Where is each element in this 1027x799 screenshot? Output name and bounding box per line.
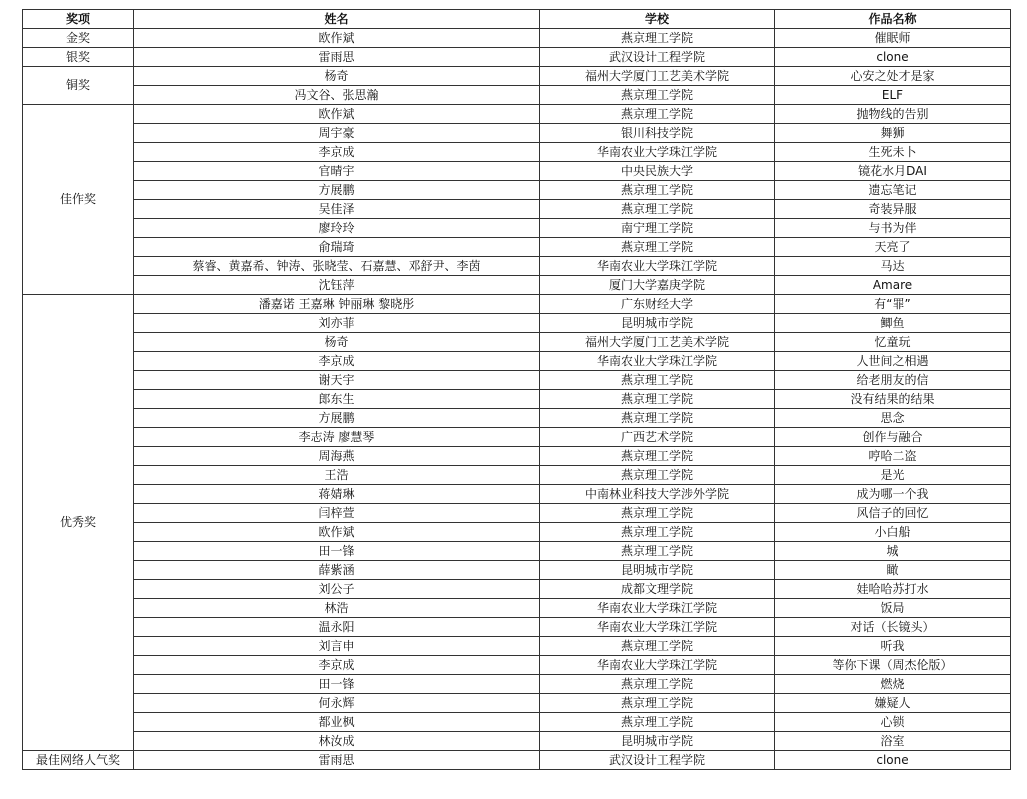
winner-name-cell: 蔡睿、黄嘉希、钟涛、张晓莹、石嘉慧、邓舒尹、李茵 [134,257,540,276]
table-row [23,504,1011,523]
work-title-cell: 风信子的回忆 [775,504,1011,523]
work-title-cell: 与书为伴 [775,219,1011,238]
school-cell: 燕京理工学院 [540,637,775,656]
winner-name-cell: 俞瑞琦 [134,238,540,257]
work-title-cell: 奇装异服 [775,200,1011,219]
table-row [23,181,1011,200]
winner-name-cell: 郎东生 [134,390,540,409]
school-cell: 燕京理工学院 [540,86,775,105]
table-row [23,29,1011,48]
table-row [23,48,1011,67]
winner-name-cell: 杨奇 [134,333,540,352]
school-cell: 昆明城市学院 [540,732,775,751]
header-award: 奖项 [23,10,134,29]
work-title-cell: 嫌疑人 [775,694,1011,713]
award-category-cell: 佳作奖 [23,105,134,295]
school-cell: 广西艺术学院 [540,428,775,447]
winner-name-cell: 薛紫涵 [134,561,540,580]
school-cell: 华南农业大学珠江学院 [540,656,775,675]
winner-name-cell: 谢天宇 [134,371,540,390]
table-row [23,238,1011,257]
table-row [23,523,1011,542]
school-cell: 燕京理工学院 [540,504,775,523]
table-row [23,257,1011,276]
header-school: 学校 [540,10,775,29]
table-row [23,276,1011,295]
work-title-cell: 思念 [775,409,1011,428]
school-cell: 武汉设计工程学院 [540,48,775,67]
awards-table [22,9,1011,770]
winner-name-cell: 雷雨思 [134,751,540,770]
work-title-cell: 生死未卜 [775,143,1011,162]
school-cell: 福州大学厦门工艺美术学院 [540,67,775,86]
table-row [23,694,1011,713]
winner-name-cell: 周海燕 [134,447,540,466]
table-row [23,219,1011,238]
work-title-cell: 天亮了 [775,238,1011,257]
winner-name-cell: 温永阳 [134,618,540,637]
school-cell: 福州大学厦门工艺美术学院 [540,333,775,352]
table-row [23,86,1011,105]
work-title-cell: 有“罪” [775,295,1011,314]
table-row [23,428,1011,447]
school-cell: 华南农业大学珠江学院 [540,618,775,637]
work-title-cell: 听我 [775,637,1011,656]
school-cell: 燕京理工学院 [540,105,775,124]
winner-name-cell: 李京成 [134,656,540,675]
winner-name-cell: 沈钰萍 [134,276,540,295]
work-title-cell: 是光 [775,466,1011,485]
winner-name-cell: 方展鹏 [134,181,540,200]
table-row [23,618,1011,637]
work-title-cell: 没有结果的结果 [775,390,1011,409]
work-title-cell: Amare [775,276,1011,295]
work-title-cell: 饭局 [775,599,1011,618]
work-title-cell: 等你下课（周杰伦版） [775,656,1011,675]
school-cell: 燕京理工学院 [540,466,775,485]
winner-name-cell: 何永辉 [134,694,540,713]
work-title-cell: 燃烧 [775,675,1011,694]
school-cell: 中南林业科技大学涉外学院 [540,485,775,504]
work-title-cell: 浴室 [775,732,1011,751]
winner-name-cell: 闫梓萱 [134,504,540,523]
winner-name-cell: 方展鹏 [134,409,540,428]
table-row [23,732,1011,751]
table-row [23,333,1011,352]
work-title-cell: ELF [775,86,1011,105]
table-row [23,675,1011,694]
school-cell: 昆明城市学院 [540,561,775,580]
winner-name-cell: 李京成 [134,143,540,162]
winner-name-cell: 刘亦菲 [134,314,540,333]
work-title-cell: 对话（长镜头） [775,618,1011,637]
table-row [23,713,1011,732]
work-title-cell: 遗忘笔记 [775,181,1011,200]
school-cell: 燕京理工学院 [540,409,775,428]
work-title-cell: 娃哈哈苏打水 [775,580,1011,599]
winner-name-cell: 周宇豪 [134,124,540,143]
school-cell: 厦门大学嘉庚学院 [540,276,775,295]
work-title-cell: clone [775,751,1011,770]
winner-name-cell: 吴佳泽 [134,200,540,219]
school-cell: 燕京理工学院 [540,675,775,694]
award-category-cell: 铜奖 [23,67,134,105]
work-title-cell: 小白船 [775,523,1011,542]
winner-name-cell: 冯文谷、张思瀚 [134,86,540,105]
winner-name-cell: 杨奇 [134,67,540,86]
table-row [23,295,1011,314]
school-cell: 燕京理工学院 [540,238,775,257]
school-cell: 燕京理工学院 [540,694,775,713]
work-title-cell: 给老朋友的信 [775,371,1011,390]
table-row [23,314,1011,333]
school-cell: 武汉设计工程学院 [540,751,775,770]
winner-name-cell: 李志涛 廖慧琴 [134,428,540,447]
header-row [23,10,1011,29]
work-title-cell: 心安之处才是家 [775,67,1011,86]
school-cell: 燕京理工学院 [540,181,775,200]
work-title-cell: 抛物线的告别 [775,105,1011,124]
work-title-cell: 马达 [775,257,1011,276]
school-cell: 华南农业大学珠江学院 [540,257,775,276]
school-cell: 燕京理工学院 [540,29,775,48]
table-row [23,599,1011,618]
table-row [23,637,1011,656]
table-row [23,466,1011,485]
table-row [23,447,1011,466]
work-title-cell: 镜花水月DAI [775,162,1011,181]
work-title-cell: 瞰 [775,561,1011,580]
table-row [23,542,1011,561]
table-row [23,409,1011,428]
work-title-cell: 城 [775,542,1011,561]
winner-name-cell: 蒋婧琳 [134,485,540,504]
work-title-cell: 哼哈二盗 [775,447,1011,466]
winner-name-cell: 欧作斌 [134,105,540,124]
winner-name-cell: 李京成 [134,352,540,371]
table-row [23,143,1011,162]
school-cell: 燕京理工学院 [540,523,775,542]
winner-name-cell: 官晴宇 [134,162,540,181]
award-category-cell: 金奖 [23,29,134,48]
school-cell: 燕京理工学院 [540,371,775,390]
winner-name-cell: 田一锋 [134,675,540,694]
school-cell: 银川科技学院 [540,124,775,143]
table-header [23,10,1011,29]
school-cell: 成都文理学院 [540,580,775,599]
table-body [23,29,1011,770]
school-cell: 华南农业大学珠江学院 [540,352,775,371]
winner-name-cell: 刘言申 [134,637,540,656]
award-category-cell: 银奖 [23,48,134,67]
work-title-cell: 催眠师 [775,29,1011,48]
table-row [23,390,1011,409]
table-row [23,580,1011,599]
table-row [23,162,1011,181]
school-cell: 中央民族大学 [540,162,775,181]
table-row [23,371,1011,390]
work-title-cell: 人世间之相遇 [775,352,1011,371]
table-row [23,105,1011,124]
work-title-cell: 忆童玩 [775,333,1011,352]
school-cell: 南宁理工学院 [540,219,775,238]
award-category-cell: 优秀奖 [23,295,134,751]
table-row [23,124,1011,143]
winner-name-cell: 林浩 [134,599,540,618]
winner-name-cell: 欧作斌 [134,29,540,48]
winner-name-cell: 田一锋 [134,542,540,561]
school-cell: 昆明城市学院 [540,314,775,333]
school-cell: 广东财经大学 [540,295,775,314]
school-cell: 华南农业大学珠江学院 [540,599,775,618]
award-category-cell: 最佳网络人气奖 [23,751,134,770]
header-work: 作品名称 [775,10,1011,29]
work-title-cell: 创作与融合 [775,428,1011,447]
winner-name-cell: 林汝成 [134,732,540,751]
winner-name-cell: 欧作斌 [134,523,540,542]
winner-name-cell: 王浩 [134,466,540,485]
school-cell: 燕京理工学院 [540,542,775,561]
work-title-cell: 心锁 [775,713,1011,732]
school-cell: 燕京理工学院 [540,713,775,732]
school-cell: 燕京理工学院 [540,447,775,466]
work-title-cell: clone [775,48,1011,67]
work-title-cell: 鲫鱼 [775,314,1011,333]
work-title-cell: 舞狮 [775,124,1011,143]
table-row [23,485,1011,504]
table-row [23,656,1011,675]
winner-name-cell: 雷雨思 [134,48,540,67]
school-cell: 华南农业大学珠江学院 [540,143,775,162]
table-row [23,200,1011,219]
school-cell: 燕京理工学院 [540,390,775,409]
table-row [23,352,1011,371]
winner-name-cell: 都业枫 [134,713,540,732]
winner-name-cell: 潘嘉诺 王嘉琳 钟丽琳 黎晓彤 [134,295,540,314]
header-name: 姓名 [134,10,540,29]
school-cell: 燕京理工学院 [540,200,775,219]
winner-name-cell: 廖玲玲 [134,219,540,238]
table-row [23,561,1011,580]
table-row [23,67,1011,86]
winner-name-cell: 刘公子 [134,580,540,599]
work-title-cell: 成为哪一个我 [775,485,1011,504]
table-row [23,751,1011,770]
